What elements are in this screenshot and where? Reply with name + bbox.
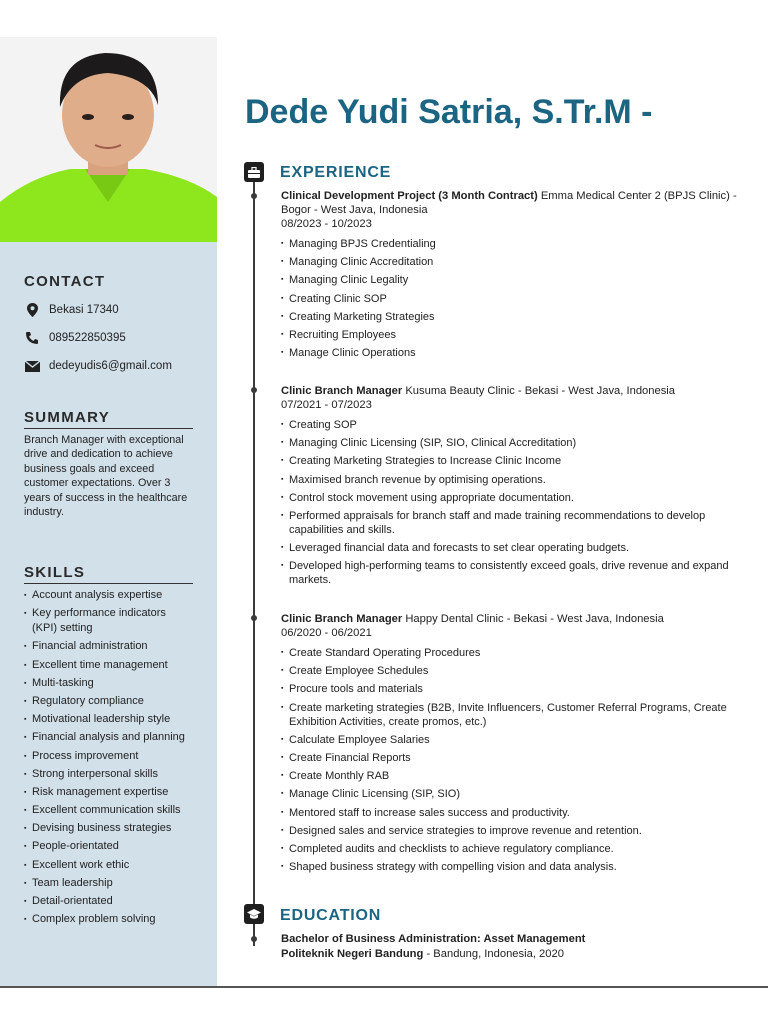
job-bullet: ▪ Designed sales and service strategies to improve revenue and retention.	[281, 824, 741, 838]
timeline-line	[253, 168, 255, 946]
envelope-icon	[24, 361, 40, 372]
skills-heading: SKILLS	[24, 564, 193, 584]
skill-item: ▪ Excellent time management	[24, 658, 193, 673]
job-bullet: ▪ Create Monthly RAB	[281, 769, 741, 783]
skill-item: ▪ Excellent work ethic	[24, 858, 193, 873]
summary-text: Branch Manager with exceptional drive and dedication to achieve business goals and exceed customer expectations. Over 3 years of success in the healthcare industry.	[24, 434, 188, 519]
job-bullet: ▪ Creating Clinic SOP	[281, 292, 741, 306]
sidebar	[0, 37, 217, 986]
summary-section	[24, 409, 193, 519]
timeline-dot	[251, 936, 257, 942]
job-bullet: ▪ Mentored staff to increase sales success and productivity.	[281, 806, 741, 820]
education-school-line	[281, 947, 585, 962]
contact-phone	[24, 328, 193, 348]
skill-item: ▪ Excellent communication skills	[24, 803, 193, 818]
job-bullet: ▪ Creating Marketing Strategies	[281, 310, 741, 324]
experience-heading: EXPERIENCE	[280, 164, 392, 181]
job-bullet: ▪ Leveraged financial data and forecasts to set clear operating budgets.	[281, 541, 741, 555]
address-text: Bekasi 17340	[49, 304, 119, 316]
skill-item: ▪ Process improvement	[24, 749, 193, 764]
job-bullet: ▪ Managing Clinic Licensing (SIP, SIO, Clinical Accreditation)	[281, 436, 741, 450]
job-bullet: ▪ Control stock movement using appropriate documentation.	[281, 491, 741, 505]
location-pin-icon	[24, 303, 40, 317]
skill-item: ▪ Strong interpersonal skills	[24, 767, 193, 782]
job-bullet: ▪ Create marketing strategies (B2B, Invite Influencers, Customer Referral Programs, Create Exhibition Activities, create promos, etc.)	[281, 701, 741, 729]
education-entry	[281, 932, 585, 962]
skill-item: ▪ Key performance indicators (KPI) setting	[24, 606, 193, 636]
skills-section	[24, 564, 193, 930]
job-bullet: ▪ Create Employee Schedules	[281, 664, 741, 678]
job-bullet: ▪ Performed appraisals for branch staff and made training recommendations to develop capabilities and skills.	[281, 509, 741, 537]
skill-item: ▪ Team leadership	[24, 876, 193, 891]
job-title	[281, 384, 741, 398]
job-bullet: ▪ Calculate Employee Salaries	[281, 733, 741, 747]
job-bullet: ▪ Shaped business strategy with compelling vision and data analysis.	[281, 860, 741, 874]
job-bullet: ▪ Maximised branch revenue by optimising operations.	[281, 473, 741, 487]
job-bullet: ▪ Creating Marketing Strategies to Increase Clinic Income	[281, 454, 741, 468]
contact-address	[24, 300, 193, 320]
timeline-dot	[251, 615, 257, 621]
education-degree: Bachelor of Business Administration: Asset Management	[281, 933, 586, 945]
job-title	[281, 612, 741, 626]
job-bullet: ▪ Creating SOP	[281, 418, 741, 432]
phone-text[interactable]: 089522850395	[49, 332, 126, 344]
job-dates: 06/2020 - 06/2021	[281, 627, 372, 639]
skill-item: ▪ Complex problem solving	[24, 912, 193, 927]
skill-item: ▪ Detail-orientated	[24, 894, 193, 909]
contact-email	[24, 356, 193, 376]
job-bullets	[281, 418, 741, 587]
contact-section	[24, 273, 193, 376]
candidate-name: Dede Yudi Satria, S.Tr.M -	[245, 93, 653, 131]
skill-item: ▪ Financial analysis and planning	[24, 730, 193, 745]
summary-heading: SUMMARY	[24, 409, 193, 429]
bottom-rule	[0, 986, 768, 988]
job-bullet: ▪ Manage Clinic Operations	[281, 346, 741, 360]
job-company: Happy Dental Clinic - Bekasi - West Java, Indonesia	[405, 613, 664, 625]
graduation-cap-icon	[244, 904, 264, 924]
skills-list	[24, 588, 193, 927]
profile-photo	[0, 37, 217, 242]
briefcase-icon	[244, 162, 264, 182]
job-role: Clinic Branch Manager	[281, 385, 403, 397]
job-bullet: ▪ Managing BPJS Credentialing	[281, 237, 741, 251]
skill-item: ▪ Regulatory compliance	[24, 694, 193, 709]
job-title	[281, 189, 741, 217]
job-bullet: ▪ Create Standard Operating Procedures	[281, 646, 741, 660]
email-text[interactable]: dedeyudis6@gmail.com	[49, 360, 172, 372]
skill-item: ▪ People-orientated	[24, 839, 193, 854]
job-bullet: ▪ Managing Clinic Legality	[281, 273, 741, 287]
job-company: Kusuma Beauty Clinic - Bekasi - West Java, Indonesia	[405, 385, 676, 397]
job-bullet: ▪ Create Financial Reports	[281, 751, 741, 765]
contact-heading: CONTACT	[24, 273, 106, 290]
timeline-dot	[251, 193, 257, 199]
job-role: Clinical Development Project (3 Month Contract)	[281, 190, 538, 202]
job-entry-2	[281, 384, 741, 592]
job-role: Clinic Branch Manager	[281, 613, 403, 625]
job-entry-3	[281, 612, 741, 878]
job-company: Emma Medical Center 2 (BPJS Clinic) - Bogor - West Java, Indonesia	[281, 190, 737, 216]
job-entry-1	[281, 189, 741, 364]
job-bullets	[281, 237, 741, 360]
phone-icon	[24, 331, 40, 345]
timeline-dot	[251, 387, 257, 393]
job-bullet: ▪ Managing Clinic Accreditation	[281, 255, 741, 269]
job-bullet: ▪ Manage Clinic Licensing (SIP, SIO)	[281, 787, 741, 801]
skill-item: ▪ Risk management expertise	[24, 785, 193, 800]
education-location: - Bandung, Indonesia, 2020	[423, 948, 564, 960]
job-dates: 08/2023 - 10/2023	[281, 218, 372, 230]
education-school: Politeknik Negeri Bandung	[281, 948, 424, 960]
skill-item: ▪ Multi-tasking	[24, 676, 193, 691]
education-heading: EDUCATION	[280, 907, 382, 924]
skill-item: ▪ Motivational leadership style	[24, 712, 193, 727]
skill-item: ▪ Financial administration	[24, 639, 193, 654]
skill-item: ▪ Devising business strategies	[24, 821, 193, 836]
job-dates: 07/2021 - 07/2023	[281, 399, 372, 411]
job-bullets	[281, 646, 741, 874]
job-bullet: ▪ Completed audits and checklists to achieve regulatory compliance.	[281, 842, 741, 856]
job-bullet: ▪ Recruiting Employees	[281, 328, 741, 342]
skill-item: ▪ Account analysis expertise	[24, 588, 193, 603]
job-bullet: ▪ Procure tools and materials	[281, 682, 741, 696]
job-bullet: ▪ Developed high-performing teams to consistently exceed goals, drive revenue and expand markets.	[281, 559, 741, 587]
